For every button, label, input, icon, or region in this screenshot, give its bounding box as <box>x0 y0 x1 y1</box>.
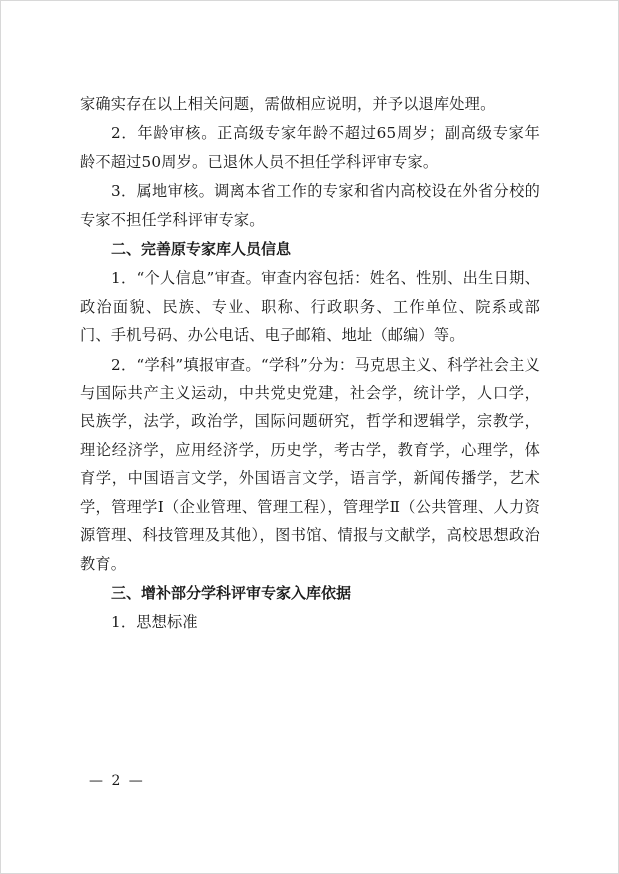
paragraph: 2．年龄审核。正高级专家年龄不超过65周岁；副高级专家年龄不超过50周岁。已退休人员不担任学科评审专家。 <box>80 124 540 171</box>
paragraph: 1．“个人信息”审查。审查内容包括：姓名、性别、出生日期、政治面貌、民族、专业、职称、行政职务、工作单位、院系或部门、手机号码、办公电话、电子邮箱、地址（邮编）等。 <box>80 269 540 345</box>
document-body <box>80 90 540 638</box>
section-heading: 二、完善原专家库人员信息 <box>111 240 292 259</box>
paragraph: 2．“学科”填报审查。“学科”分为：马克思主义、科学社会主义与国际共产主义运动，中共党史党建，社会学，统计学，人口学，民族学，法学，政治学，国际问题研究，哲学和逻辑学，宗教学，理论经济学，应用经济学，历史学，考古学，教育学，心理学，体育学，中国语言文学，外国语言文学，语言学，新闻传播学，艺术学，管理学Ⅰ（企业管理、管理工程），管理学Ⅱ（公共管理、人力资源管理、科技管理及其他），图书馆、情报与文献学，高校思想政治教育。 <box>80 355 540 573</box>
paragraph: 3．属地审核。调离本省工作的专家和省内高校设在外省分校的专家不担任学科评审专家。 <box>80 182 540 229</box>
section-heading: 三、增补部分学科评审专家入库依据 <box>111 583 352 602</box>
page-number: — 2 — <box>89 773 145 789</box>
paragraph: 1．思想标准 <box>111 613 198 632</box>
paragraph: 家确实存在以上相关问题，需做相应说明，并予以退库处理。 <box>80 95 496 113</box>
